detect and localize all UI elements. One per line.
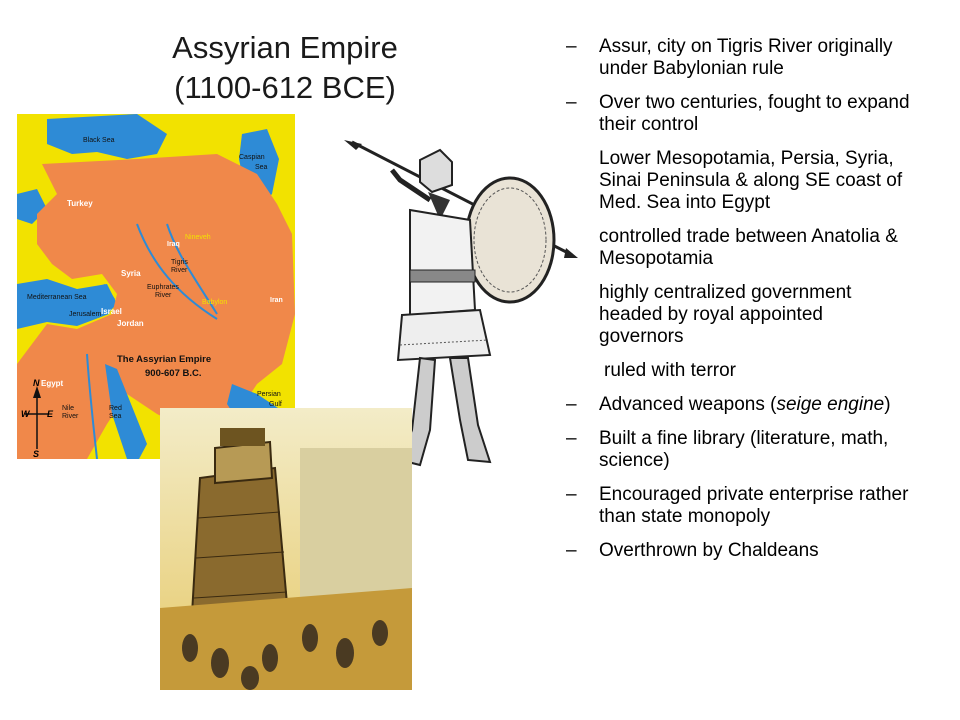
bullet-item: controlled trade between Anatolia & Mesopotamia [599, 226, 898, 269]
title-line-1: Assyrian Empire [172, 30, 398, 65]
map-label-syria: Syria [121, 269, 141, 278]
compass-n: N [33, 378, 40, 388]
siege-engine-painting [160, 408, 412, 690]
map-label-mediterranean: Mediterranean Sea [27, 294, 87, 301]
map-label-nineveh: Nineveh [185, 234, 211, 241]
map-label-iran: Iran [270, 297, 283, 304]
map-label-persian: Persian [257, 391, 281, 398]
map-label-babylon: Babylon [202, 299, 228, 306]
map-label-red: Red [109, 405, 122, 412]
map-label-tigris: Tigris [171, 259, 188, 266]
map-label-israel: Israel [101, 307, 122, 316]
compass-w: W [21, 409, 30, 419]
map-label-egypt: Egypt [41, 379, 64, 388]
bullet-list [566, 36, 911, 574]
bullet-item: – Built a fine library (literature, math, science) [566, 428, 911, 472]
map-label-empire-dates: 900-607 B.C. [145, 368, 202, 379]
map-label-caspian-sea: Sea [255, 164, 268, 171]
bullet-item: Lower Mesopotamia, Persia, Syria, Sinai Peninsula & along SE coast of Med. Sea into Egypt [599, 148, 903, 213]
map-label-persian-gulf: Gulf [269, 401, 282, 408]
bullet-item: – Assur, city on Tigris River originally under Babylonian rule [566, 36, 911, 80]
slide-title [160, 28, 410, 108]
map-label-euphrates-river: River [155, 292, 172, 299]
bullet-item: highly centralized government headed by royal appointed governors [599, 282, 852, 347]
map-label-jordan: Jordan [117, 319, 144, 328]
map-label-black-sea: Black Sea [83, 137, 115, 144]
map-label-euphrates: Euphrates [147, 284, 179, 291]
title-line-2: (1100-612 BCE) [174, 70, 396, 105]
map-label-iraq: Iraq [167, 241, 180, 248]
map-label-red-sea: Sea [109, 413, 122, 420]
bullet-item: ruled with terror [604, 360, 736, 381]
bullet-item: – Over two centuries, fought to expand their control [566, 92, 911, 136]
compass-s: S [33, 449, 40, 459]
map-label-nile: Nile [62, 405, 75, 412]
map-label-jerusalem: Jerusalem [69, 311, 102, 318]
map-label-turkey: Turkey [67, 199, 93, 208]
bullet-item: – Overthrown by Chaldeans [566, 540, 911, 562]
map-label-tigris-river: River [171, 267, 188, 274]
map-label-empire-title: The Assyrian Empire [117, 354, 212, 365]
bullet-item: – Encouraged private enterprise rather than state monopoly [566, 484, 911, 528]
map-label-caspian: Caspian [239, 154, 265, 161]
bullet-item: – Advanced weapons (seige engine) [566, 394, 911, 416]
compass-e: E [47, 409, 54, 419]
map-label-nile-river: River [62, 413, 79, 420]
